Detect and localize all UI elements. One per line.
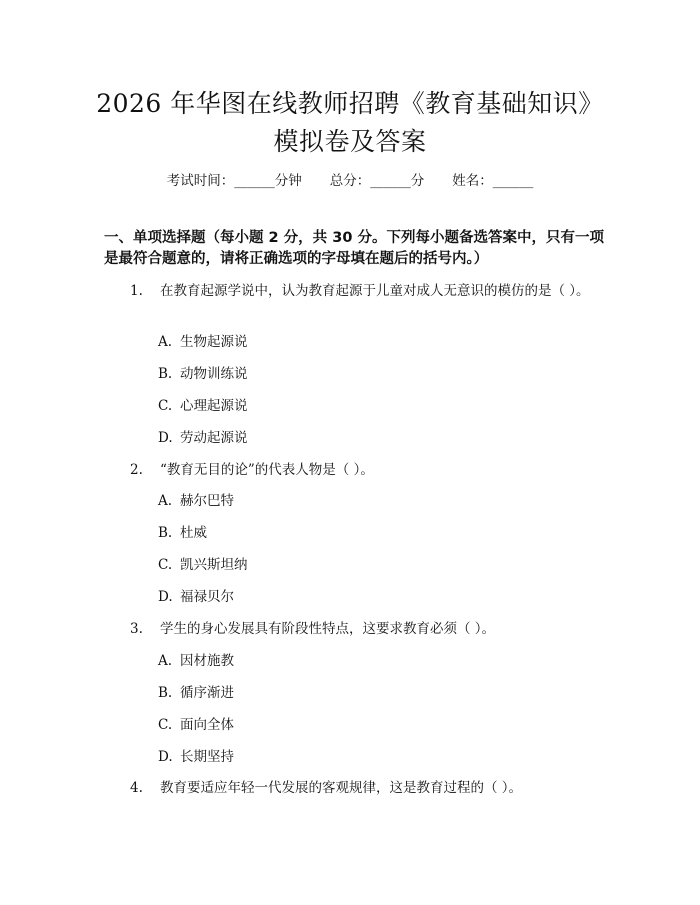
option-text: 福禄贝尔 [180, 589, 234, 605]
option-letter: C. [158, 557, 173, 573]
option-letter: B. [158, 525, 173, 541]
option-text: 赫尔巴特 [180, 493, 234, 509]
option-letter: D. [158, 430, 173, 446]
question-3-option-c [158, 715, 234, 735]
option-letter: A. [158, 334, 173, 350]
question-number: 4. [130, 780, 143, 796]
option-letter: A. [158, 493, 173, 509]
document-title-line-1: 2026 年华图在线教师招聘《教育基础知识》 [96, 89, 604, 118]
option-letter: C. [158, 398, 173, 414]
option-text: 长期坚持 [180, 749, 234, 765]
question-text: 教育要适应年轻一代发展的客观规律，这是教育过程的（ ）。 [160, 780, 523, 796]
option-text: 面向全体 [180, 717, 234, 733]
question-1-option-b [158, 364, 248, 384]
option-letter: C. [158, 717, 173, 733]
question-3-option-d [158, 747, 234, 767]
question-1-option-d [158, 428, 248, 448]
document-title-line-2: 模拟卷及答案 [273, 127, 427, 156]
option-letter: A. [158, 653, 173, 669]
question-2-option-c [158, 555, 248, 575]
question-text: 学生的身心发展具有阶段性特点，这要求教育必须（ ）。 [160, 621, 496, 637]
question-text: “教育无目的论”的代表人物是（ ）。 [160, 462, 374, 478]
question-number: 3. [130, 621, 143, 637]
option-text: 凯兴斯坦纳 [180, 557, 248, 573]
option-text: 心理起源说 [180, 398, 248, 414]
option-text: 因材施教 [180, 653, 234, 669]
question-2 [104, 460, 604, 481]
option-letter: D. [158, 589, 173, 605]
question-3-option-b [158, 683, 234, 703]
question-3 [104, 619, 604, 640]
question-1-option-a [158, 332, 248, 352]
question-2-option-a [158, 491, 234, 511]
question-1-option-c [158, 396, 248, 416]
option-text: 杜威 [180, 525, 207, 541]
section-heading: 一、单项选择题（每小题 2 分，共 30 分。下列每小题备选答案中，只有一项是最符合题意的，请将正确选项的字母填在题后的括号内。） [104, 230, 604, 267]
option-letter: D. [158, 749, 173, 765]
exam-meta [0, 169, 700, 189]
question-4 [104, 778, 604, 799]
total-score-field: 总分：______分 [329, 173, 425, 189]
question-1 [104, 281, 604, 302]
name-field: 姓名：______ [452, 173, 534, 189]
option-letter: B. [158, 685, 173, 701]
option-letter: B. [158, 366, 173, 382]
exam-time-field: 考试时间：______分钟 [166, 173, 302, 189]
option-text: 生物起源说 [180, 334, 248, 350]
option-text: 动物训练说 [180, 366, 248, 382]
question-3-option-a [158, 651, 234, 671]
question-2-option-b [158, 523, 207, 543]
option-text: 劳动起源说 [180, 430, 248, 446]
question-number: 1. [130, 283, 143, 299]
question-number: 2. [130, 462, 143, 478]
option-text: 循序渐进 [180, 685, 234, 701]
question-text: 在教育起源学说中，认为教育起源于儿童对成人无意识的模仿的是（ ）。 [160, 283, 590, 299]
question-2-option-d [158, 587, 234, 607]
